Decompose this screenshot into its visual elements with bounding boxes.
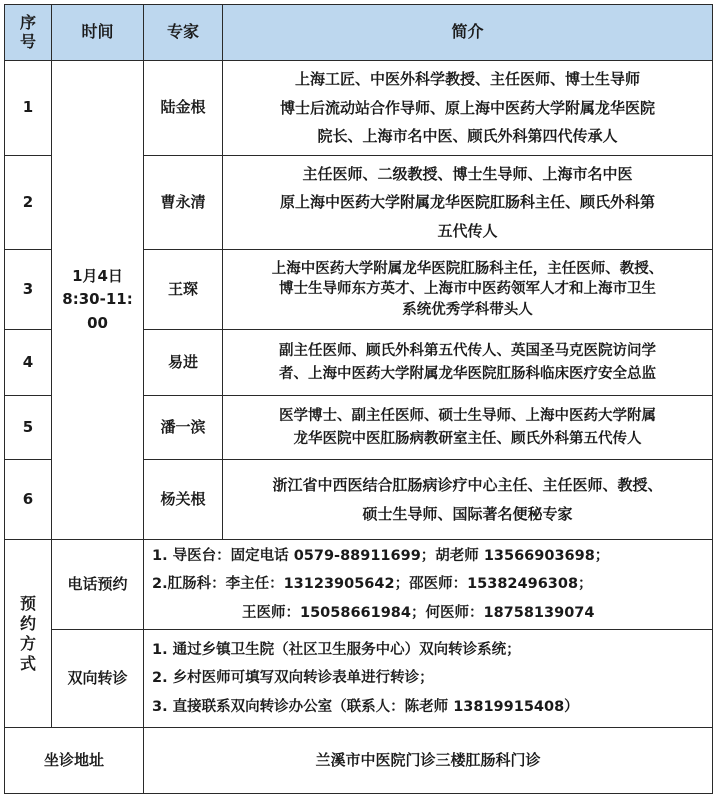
expert-intro: 主任医师、二级教授、博士生导师、上海市名中医 原上海中医药大学附属龙华医院肛肠科主任、顾氏外科第 五代传人 [223, 156, 713, 250]
header-seq: 序 号 [5, 5, 52, 61]
expert-name: 潘一滨 [144, 396, 223, 460]
booking-method-label: 预 约 方 式 [5, 540, 52, 728]
booking-referral-row [5, 630, 713, 728]
booking-phone-row [5, 540, 713, 630]
expert-intro: 上海工匠、中医外科学教授、主任医师、博士生导师 博士后流动站合作导师、原上海中医药大学附属龙华医院 院长、上海市名中医、顾氏外科第四代传承人 [223, 61, 713, 156]
header-intro: 简介 [223, 5, 713, 61]
expert-intro: 上海中医药大学附属龙华医院肛肠科主任，主任医师、教授、 博士生导师东方英才、上海市中医药领军人才和上海市卫生 系统优秀学科带头人 [223, 250, 713, 330]
time-date: 1月4日 [72, 267, 123, 286]
header-time: 时间 [52, 5, 144, 61]
time-range: 8:30-11: [62, 290, 133, 309]
expert-name: 王琛 [144, 250, 223, 330]
expert-intro: 医学博士、副主任医师、硕士生导师、上海中医药大学附属 龙华医院中医肛肠病教研室主任、顾氏外科第五代传人 [223, 396, 713, 460]
expert-intro: 浙江省中西医结合肛肠病诊疗中心主任、主任医师、教授、 硕士生导师、国际著名便秘专家 [223, 460, 713, 540]
expert-name: 易进 [144, 330, 223, 396]
address-row [5, 728, 713, 794]
expert-intro: 副主任医师、顾氏外科第五代传人、英国圣马克医院访问学 者、上海中医药大学附属龙华医院肛肠科临床医疗安全总监 [223, 330, 713, 396]
expert-name: 陆金根 [144, 61, 223, 156]
table-row [5, 61, 713, 156]
address-label: 坐诊地址 [5, 728, 144, 794]
referral-label: 双向转诊 [52, 630, 144, 728]
row-number: 3 [5, 250, 52, 330]
phone-booking-label: 电话预约 [52, 540, 144, 630]
expert-name: 杨关根 [144, 460, 223, 540]
address-value: 兰溪市中医院门诊三楼肛肠科门诊 [144, 728, 713, 794]
header-expert: 专家 [144, 5, 223, 61]
row-number: 4 [5, 330, 52, 396]
time-range-end: 00 [87, 313, 108, 332]
header-row [5, 5, 713, 61]
row-number: 1 [5, 61, 52, 156]
clinic-schedule-table [4, 4, 713, 794]
row-number: 2 [5, 156, 52, 250]
phone-booking-details: 1. 导医台：固定电话 0579-88911699；胡老师 13566903698； 2.肛肠科：李主任：13123905642；邵医师：15382496308； 王医师：15058661984；何医师：18758139074 [144, 540, 713, 630]
referral-details: 1. 通过乡镇卫生院（社区卫生服务中心）双向转诊系统； 2. 乡村医师可填写双向转诊表单进行转诊； 3. 直接联系双向转诊办公室（联系人：陈老师 13819915408） [144, 630, 713, 728]
expert-name: 曹永清 [144, 156, 223, 250]
row-number: 6 [5, 460, 52, 540]
row-number: 5 [5, 396, 52, 460]
time-slot-cell [52, 61, 144, 540]
